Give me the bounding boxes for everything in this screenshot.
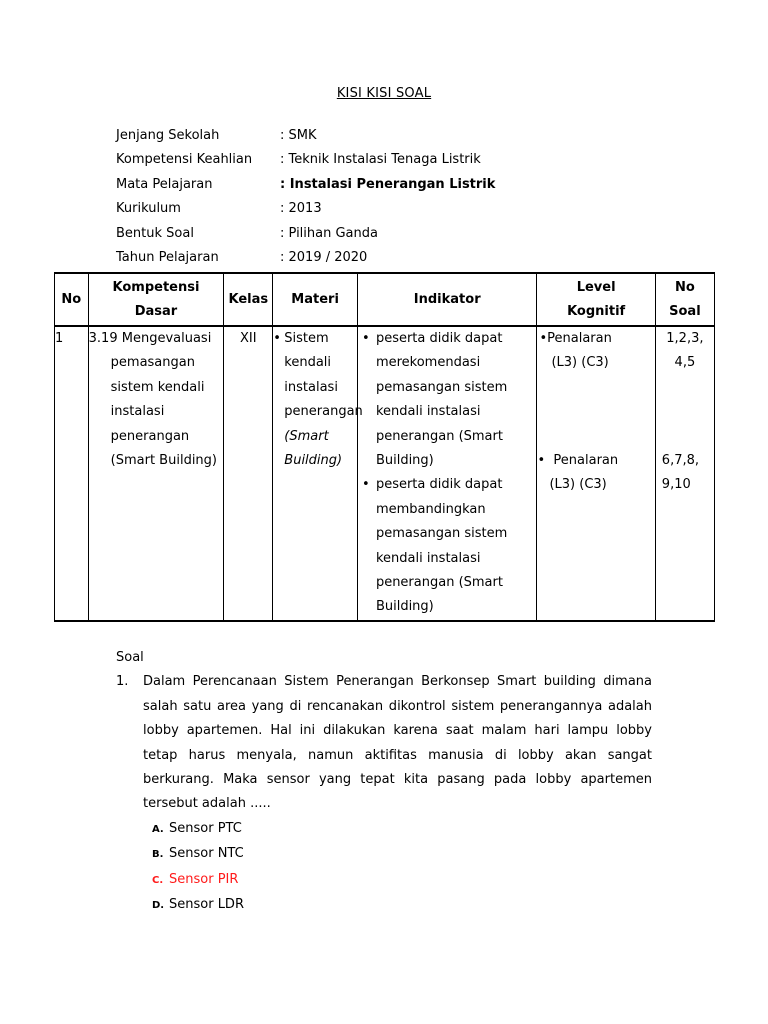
indikator-item xyxy=(358,473,537,619)
kisi-kisi-table xyxy=(54,272,715,622)
soal-line: 1,2,3, xyxy=(666,331,704,346)
materi-line: Building) xyxy=(284,453,343,469)
level-line: (L3) (C3) xyxy=(549,477,607,493)
cell-no-soal xyxy=(655,326,714,621)
cell-indikator xyxy=(357,326,537,621)
info-label: Kurikulum xyxy=(116,201,181,217)
header-text: Soal xyxy=(669,303,701,319)
header-level-kognitif xyxy=(537,273,655,326)
soal-line: 6,7,8, xyxy=(661,452,700,468)
level-text: Penalaran xyxy=(547,331,612,346)
soal-section xyxy=(116,646,652,918)
option-letter: D. xyxy=(152,900,165,912)
header-indikator: Indikator xyxy=(357,273,537,326)
info-label: Tahun Pelajaran xyxy=(116,249,219,265)
option-c-correct-answer xyxy=(152,868,652,893)
indikator-line: • peserta didik dapat xyxy=(375,331,503,346)
materi-line: instalasi xyxy=(284,379,338,395)
table-row xyxy=(55,326,715,621)
info-value: : 2019 / 2020 xyxy=(280,249,368,265)
header-no: No xyxy=(55,273,89,326)
question-text: Dalam Perencanaan Sistem Penerangan Berkonsep Smart building dimana salah satu area yang di rencanakan dikontrol sistem penerangannya adalah lobby apartemen. Hal ini dilakukan karena saat malam hari lampu lobby tetap harus menyala, namun aktifitas manusia di lobby akan sangat berkurang. Maka sensor yang tepat kita pasang pada lobby apartemen tersebut adalah ..... xyxy=(143,674,652,812)
option-text: Sensor LDR xyxy=(169,897,244,913)
info-label: Mata Pelajaran xyxy=(116,176,213,192)
header-materi: Materi xyxy=(273,273,358,326)
level-line: • Penalaran xyxy=(537,452,619,468)
soal-group xyxy=(656,449,714,498)
cell-kelas: XII xyxy=(224,326,273,621)
info-value: : 2013 xyxy=(280,201,322,217)
header-kompetensi-dasar xyxy=(88,273,224,326)
indikator-item xyxy=(358,327,537,473)
kd-line: penerangan xyxy=(110,428,190,444)
cell-kompetensi-dasar xyxy=(88,326,224,621)
header-text: Kognitif xyxy=(567,303,626,319)
indikator-line: Building) xyxy=(375,599,434,615)
kd-line: 3.19 Mengevaluasi xyxy=(88,331,212,346)
option-text: Sensor PIR xyxy=(169,871,239,887)
info-value: : Pilihan Ganda xyxy=(280,225,378,241)
info-value: : Teknik Instalasi Tenaga Listrik xyxy=(280,152,481,168)
indikator-line: penerangan (Smart xyxy=(375,575,503,591)
kd-line: sistem kendali xyxy=(110,379,205,395)
materi-line: • Sistem xyxy=(284,331,329,346)
kd-line: instalasi xyxy=(110,404,165,420)
option-text: Sensor PTC xyxy=(169,820,242,836)
soal-heading: Soal xyxy=(116,650,144,665)
indikator-line: kendali instalasi xyxy=(375,550,481,566)
level-line: (L3) (C3) xyxy=(551,355,609,371)
header-kelas: Kelas xyxy=(224,273,273,326)
header-text: Dasar xyxy=(134,303,178,319)
materi-line: penerangan xyxy=(284,404,363,420)
materi-line: (Smart xyxy=(284,428,329,444)
level-text: Penalaran xyxy=(553,452,619,468)
indikator-line: Building) xyxy=(375,453,434,469)
cell-no: 1 xyxy=(55,326,89,621)
indikator-line: kendali instalasi xyxy=(375,404,481,420)
indikator-line: pemasangan sistem xyxy=(375,526,508,542)
materi-line: kendali xyxy=(284,355,332,371)
option-letter: A. xyxy=(152,823,164,835)
document-title: KISI KISI SOAL xyxy=(336,86,432,101)
level-item xyxy=(537,327,654,376)
option-text: Sensor NTC xyxy=(169,846,244,862)
answer-options xyxy=(152,817,652,919)
option-a xyxy=(152,817,652,842)
header-text: No xyxy=(674,279,695,295)
soal-line: 4,5 xyxy=(674,355,696,371)
header-text: Kompetensi xyxy=(112,279,200,295)
soal-group xyxy=(656,327,714,376)
header-no-soal xyxy=(655,273,714,326)
info-value: : SMK xyxy=(280,128,317,143)
option-letter: C. xyxy=(152,874,164,886)
kd-line: (Smart Building) xyxy=(110,453,217,469)
materi-item xyxy=(273,327,363,473)
option-letter: B. xyxy=(152,849,164,861)
cell-level-kognitif xyxy=(537,326,655,621)
question-item xyxy=(116,670,652,816)
info-label: Bentuk Soal xyxy=(116,225,194,241)
indikator-line: pemasangan sistem xyxy=(375,379,508,395)
soal-line: 9,10 xyxy=(661,477,691,493)
kd-line: pemasangan xyxy=(110,355,195,371)
info-label: Kompetensi Keahlian xyxy=(116,152,253,168)
table-header-row xyxy=(55,273,715,326)
header-text: Level xyxy=(576,279,616,295)
cell-materi xyxy=(273,326,363,621)
info-label: Jenjang Sekolah xyxy=(116,128,220,143)
level-item xyxy=(537,449,654,498)
question-number: 1. xyxy=(116,674,129,690)
indikator-line: penerangan (Smart xyxy=(375,428,503,444)
indikator-line: membandingkan xyxy=(375,501,486,517)
level-line: •Penalaran xyxy=(539,331,612,346)
option-d xyxy=(152,893,652,918)
info-value: : Instalasi Penerangan Listrik xyxy=(280,176,496,192)
indikator-line: • peserta didik dapat xyxy=(375,477,503,493)
indikator-line: merekomendasi xyxy=(375,355,481,371)
option-b xyxy=(152,842,652,867)
